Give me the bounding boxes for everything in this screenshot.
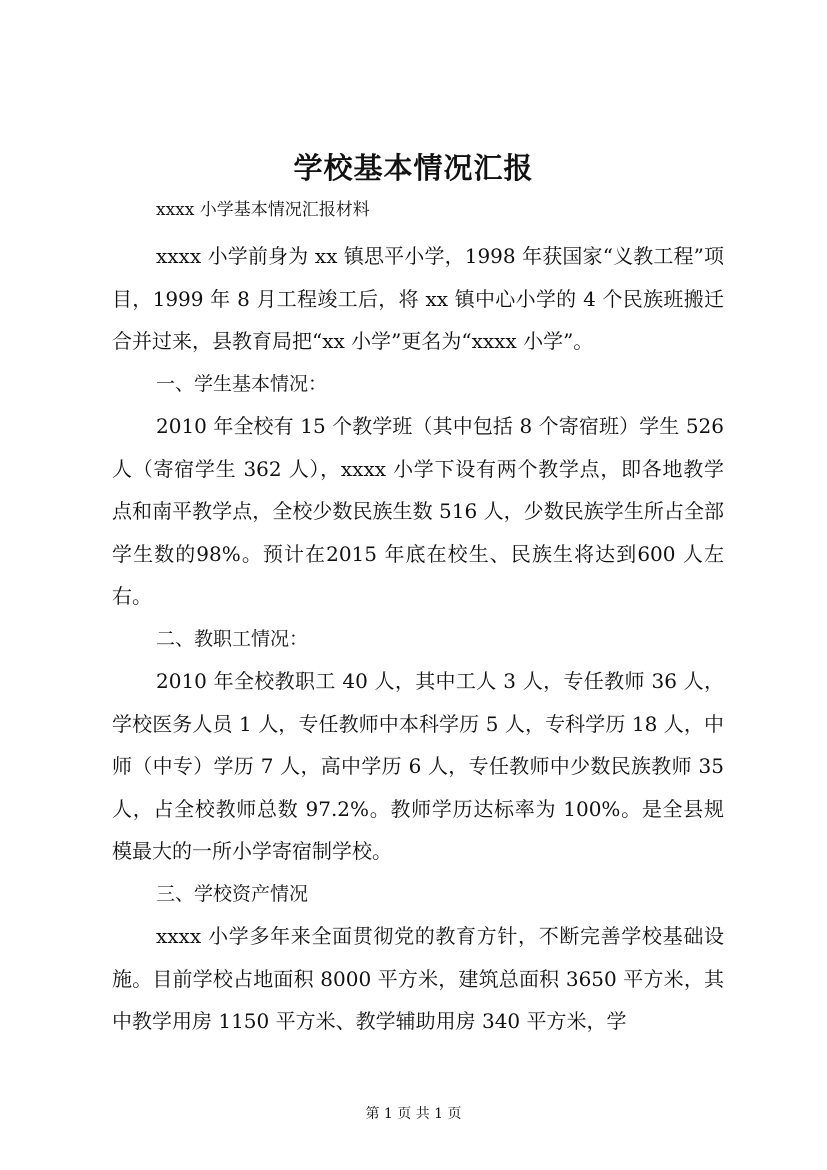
section3-paragraph: xxxx 小学多年来全面贯彻党的教育方针，不断完善学校基础设施。目前学校占地面积 8000 平方米，建筑总面积 3650 平方米，其中教学用房 1150 平方米、教学辅助用房 340 平方米，学 — [112, 924, 724, 1033]
section3-heading: 三、学校资产情况 — [156, 882, 309, 905]
document-title: 学校基本情况汇报 — [293, 151, 534, 185]
document-subtitle: xxxx 小学基本情况汇报材料 — [156, 200, 370, 220]
intro-paragraph: xxxx 小学前身为 xx 镇思平小学，1998 年获国家“义教工程”项目，1999 年 8 月工程竣工后，将 xx 镇中心小学的 4 个民族班搬迁合并过来，县教育局把“xx 小学”更名为“xxxx 小学”。 — [112, 244, 724, 353]
page-number-footer: 第 1 页 共 1 页 — [365, 1106, 462, 1122]
section1-heading: 一、学生基本情况： — [156, 372, 328, 395]
section1-paragraph: 2010 年全校有 15 个教学班（其中包括 8 个寄宿班）学生 526 人（寄宿学生 362 人），xxxx 小学下设有两个教学点，即各地教学点和南平教学点，全校少数民族生数 516 人，少数民族学生所占全部学生数的98%。预计在2015 年底在校生、民族生将达到600 人左右。 — [112, 414, 724, 608]
document-body — [112, 198, 724, 1043]
section2-paragraph: 2010 年全校教职工 40 人，其中工人 3 人，专任教师 36 人，学校医务人员 1 人，专任教师中本科学历 5 人，专科学历 18 人，中师（中专）学历 7 人，高中学历 6 人，专任教师中少数民族教师 35 人，占全校教师总数 97.2%。教师学历达标率为 100%。是全县规模最大的一所小学寄宿制学校。 — [112, 669, 724, 863]
section2-heading: 二、教职工情况： — [156, 627, 309, 650]
